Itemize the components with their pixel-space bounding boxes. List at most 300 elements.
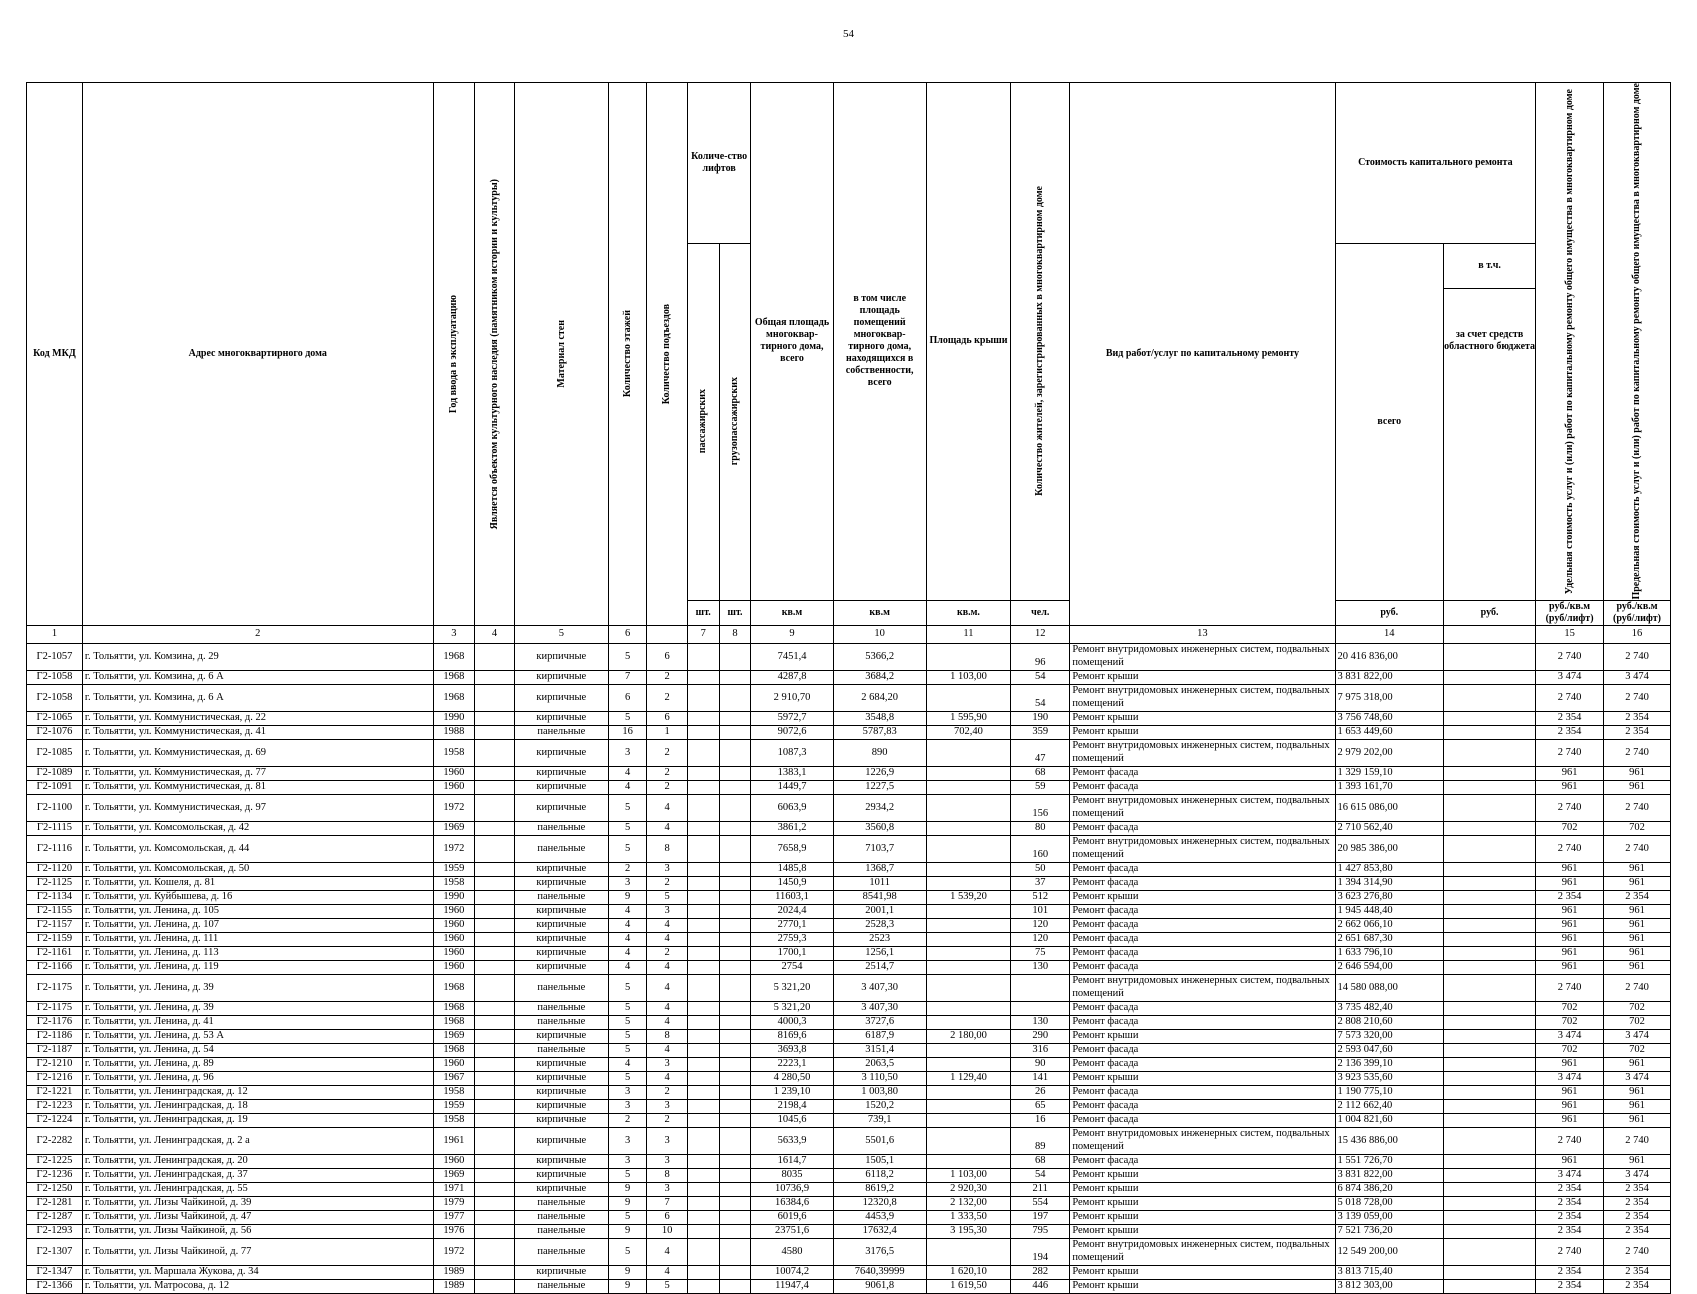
cell-address: г. Тольятти, ул. Лизы Чайкиной, д. 47 [82, 1210, 433, 1224]
cell-year: 1972 [433, 1238, 475, 1265]
table-row [27, 684, 1671, 711]
cell-max-cost: 2 740 [1604, 835, 1671, 862]
cell-area-total: 1045,6 [751, 1113, 833, 1127]
cell-floors: 5 [608, 643, 646, 670]
cell-roof-area: 1 539,20 [926, 890, 1010, 904]
cell-area-total: 7451,4 [751, 643, 833, 670]
cell-heritage [475, 684, 514, 711]
cell-area-owned: 3684,2 [833, 670, 926, 684]
cell-material: панельные [514, 1224, 608, 1238]
cell-area-owned: 890 [833, 739, 926, 766]
cell-work-type: Ремонт крыши [1070, 1279, 1335, 1293]
cell-work-type: Ремонт внутридомовых инженерных систем, подвальных помещений [1070, 974, 1335, 1001]
cell-code: Г2-1100 [27, 794, 83, 821]
cell-roof-area: 1 103,00 [926, 1168, 1010, 1182]
cell-area-owned: 1520,2 [833, 1099, 926, 1113]
cell-lifts-pass [687, 1057, 719, 1071]
cell-max-cost: 2 354 [1604, 725, 1671, 739]
cell-entrances: 2 [647, 780, 688, 794]
cell-material: панельные [514, 835, 608, 862]
cell-year: 1972 [433, 835, 475, 862]
cell-area-owned: 4453,9 [833, 1210, 926, 1224]
cell-lifts-pass [687, 1224, 719, 1238]
cell-address: г. Тольятти, ул. Ленина, д. 54 [82, 1043, 433, 1057]
cell-floors: 5 [608, 1043, 646, 1057]
cell-cost-total: 1 427 853,80 [1335, 862, 1444, 876]
cell-heritage [475, 1279, 514, 1293]
cell-work-type: Ремонт фасада [1070, 960, 1335, 974]
cell-lifts-cargo [719, 1154, 751, 1168]
cell-max-cost: 2 354 [1604, 1279, 1671, 1293]
cell-roof-area [926, 835, 1010, 862]
cell-cost-total: 2 808 210,60 [1335, 1015, 1444, 1029]
cell-area-owned: 1226,9 [833, 766, 926, 780]
cell-material: панельные [514, 974, 608, 1001]
cell-heritage [475, 1238, 514, 1265]
cell-roof-area [926, 1154, 1010, 1168]
cell-floors: 3 [608, 1099, 646, 1113]
cell-code: Г2-1076 [27, 725, 83, 739]
cell-lifts-cargo [719, 1029, 751, 1043]
cell-code: Г2-1166 [27, 960, 83, 974]
cell-material: панельные [514, 1001, 608, 1015]
cell-area-total: 1087,3 [751, 739, 833, 766]
cell-cost-regional [1444, 1001, 1536, 1015]
cell-heritage [475, 766, 514, 780]
cell-work-type: Ремонт фасада [1070, 1043, 1335, 1057]
cell-cost-total: 12 549 200,00 [1335, 1238, 1444, 1265]
cell-area-total: 2024,4 [751, 904, 833, 918]
cell-area-total: 4 280,50 [751, 1071, 833, 1085]
cell-roof-area [926, 794, 1010, 821]
cell-entrances: 10 [647, 1224, 688, 1238]
cell-cost-regional [1444, 1238, 1536, 1265]
cell-unit-cost: 2 354 [1536, 890, 1604, 904]
table-row [27, 780, 1671, 794]
cell-unit-cost: 2 740 [1536, 739, 1604, 766]
cell-heritage [475, 780, 514, 794]
cell-area-owned: 7103,7 [833, 835, 926, 862]
cell-lifts-cargo [719, 1224, 751, 1238]
cell-residents: 59 [1011, 780, 1070, 794]
cell-heritage [475, 890, 514, 904]
table-row [27, 1154, 1671, 1168]
cell-address: г. Тольятти, ул. Маршала Жукова, д. 34 [82, 1265, 433, 1279]
cell-unit-cost: 702 [1536, 1015, 1604, 1029]
cell-code: Г2-1065 [27, 711, 83, 725]
cell-cost-total: 1 394 314,90 [1335, 876, 1444, 890]
cell-code: Г2-1223 [27, 1099, 83, 1113]
cell-residents: 37 [1011, 876, 1070, 890]
cell-address: г. Тольятти, ул. Коммунистическая, д. 77 [82, 766, 433, 780]
cell-address: г. Тольятти, ул. Ленинградская, д. 12 [82, 1085, 433, 1099]
cell-floors: 4 [608, 960, 646, 974]
cell-floors: 4 [608, 932, 646, 946]
cell-unit-cost: 961 [1536, 1154, 1604, 1168]
cell-material: панельные [514, 725, 608, 739]
cell-floors: 3 [608, 876, 646, 890]
cell-code: Г2-2282 [27, 1127, 83, 1154]
cell-lifts-cargo [719, 739, 751, 766]
cell-year: 1960 [433, 918, 475, 932]
cell-floors: 6 [608, 684, 646, 711]
cell-work-type: Ремонт внутридомовых инженерных систем, подвальных помещений [1070, 1127, 1335, 1154]
cell-code: Г2-1210 [27, 1057, 83, 1071]
cell-code: Г2-1224 [27, 1113, 83, 1127]
cell-material: панельные [514, 821, 608, 835]
cell-work-type: Ремонт крыши [1070, 1168, 1335, 1182]
cell-floors: 2 [608, 1113, 646, 1127]
cell-lifts-cargo [719, 725, 751, 739]
cell-heritage [475, 725, 514, 739]
cell-lifts-cargo [719, 835, 751, 862]
cell-material: кирпичные [514, 1265, 608, 1279]
cell-cost-total: 3 812 303,00 [1335, 1279, 1444, 1293]
cell-area-total: 3861,2 [751, 821, 833, 835]
cell-code: Г2-1347 [27, 1265, 83, 1279]
cell-year: 1960 [433, 946, 475, 960]
cell-lifts-pass [687, 1029, 719, 1043]
cell-address: г. Тольятти, ул. Комзина, д. 6 А [82, 670, 433, 684]
cell-material: кирпичные [514, 794, 608, 821]
cell-residents: 68 [1011, 1154, 1070, 1168]
cell-cost-regional [1444, 904, 1536, 918]
col-material-header: Материал стен [514, 83, 608, 626]
cell-material: кирпичные [514, 1099, 608, 1113]
cell-cost-regional [1444, 974, 1536, 1001]
cell-cost-regional [1444, 1154, 1536, 1168]
cell-address: г. Тольятти, ул. Ленина, д. 119 [82, 960, 433, 974]
cell-unit-cost: 702 [1536, 1001, 1604, 1015]
cell-lifts-cargo [719, 1279, 751, 1293]
cell-lifts-cargo [719, 1196, 751, 1210]
cell-floors: 3 [608, 1154, 646, 1168]
cell-address: г. Тольятти, ул. Ленина, д. 96 [82, 1071, 433, 1085]
cell-lifts-pass [687, 904, 719, 918]
cell-lifts-cargo [719, 1168, 751, 1182]
regional-budget-label: за счет средств областного бюджета [1444, 328, 1536, 352]
cell-unit-cost: 2 354 [1536, 725, 1604, 739]
cell-address: г. Тольятти, ул. Матросова, д. 12 [82, 1279, 433, 1293]
cell-floors: 3 [608, 1127, 646, 1154]
cell-residents: 96 [1011, 643, 1070, 670]
cell-entrances: 2 [647, 1113, 688, 1127]
cell-address: г. Тольятти, ул. Ленина, д. 107 [82, 918, 433, 932]
cell-work-type: Ремонт фасада [1070, 918, 1335, 932]
cell-address: г. Тольятти, ул. Ленина, д. 39 [82, 974, 433, 1001]
cell-area-owned: 2528,3 [833, 918, 926, 932]
cell-cost-total: 20 985 386,00 [1335, 835, 1444, 862]
cell-floors: 5 [608, 835, 646, 862]
col-lifts-pass-header: пассажирских [687, 243, 719, 600]
cell-max-cost: 3 474 [1604, 1168, 1671, 1182]
cell-code: Г2-1250 [27, 1182, 83, 1196]
column-number: 10 [833, 625, 926, 643]
cell-area-owned: 2063,5 [833, 1057, 926, 1071]
cell-lifts-pass [687, 1015, 719, 1029]
cell-unit-cost: 961 [1536, 780, 1604, 794]
cell-entrances: 3 [647, 904, 688, 918]
cell-code: Г2-1366 [27, 1279, 83, 1293]
cell-entrances: 4 [647, 974, 688, 1001]
cell-work-type: Ремонт фасада [1070, 1015, 1335, 1029]
cell-entrances: 2 [647, 670, 688, 684]
cell-unit-cost: 961 [1536, 766, 1604, 780]
cell-address: г. Тольятти, ул. Коммунистическая, д. 41 [82, 725, 433, 739]
cell-residents: 54 [1011, 670, 1070, 684]
cell-work-type: Ремонт внутридомовых инженерных систем, подвальных помещений [1070, 739, 1335, 766]
cell-heritage [475, 1043, 514, 1057]
cell-roof-area [926, 1127, 1010, 1154]
cell-roof-area [926, 904, 1010, 918]
cell-code: Г2-1155 [27, 904, 83, 918]
cell-unit-cost: 3 474 [1536, 1029, 1604, 1043]
cell-year: 1969 [433, 1029, 475, 1043]
table-row [27, 1085, 1671, 1099]
cell-heritage [475, 862, 514, 876]
cell-residents: 359 [1011, 725, 1070, 739]
cell-max-cost: 2 354 [1604, 1265, 1671, 1279]
cell-area-owned: 3548,8 [833, 711, 926, 725]
table-row [27, 835, 1671, 862]
table-row [27, 1043, 1671, 1057]
unit-max-cost: руб./кв.м (руб/лифт) [1604, 600, 1671, 625]
cell-cost-regional [1444, 1168, 1536, 1182]
cell-address: г. Тольятти, ул. Комзина, д. 6 А [82, 684, 433, 711]
cell-heritage [475, 1196, 514, 1210]
cell-roof-area [926, 643, 1010, 670]
cell-max-cost: 961 [1604, 946, 1671, 960]
column-number: 11 [926, 625, 1010, 643]
cell-material: кирпичные [514, 670, 608, 684]
cell-work-type: Ремонт крыши [1070, 1210, 1335, 1224]
cell-unit-cost: 961 [1536, 1113, 1604, 1127]
col-area-total-header: Общая площадь многоквар-тирного дома, всего [751, 83, 833, 601]
cell-work-type: Ремонт фасада [1070, 932, 1335, 946]
cell-address: г. Тольятти, ул. Коммунистическая, д. 81 [82, 780, 433, 794]
cell-area-total: 11947,4 [751, 1279, 833, 1293]
cell-code: Г2-1120 [27, 862, 83, 876]
cell-lifts-pass [687, 1071, 719, 1085]
cell-year: 1958 [433, 1085, 475, 1099]
cell-max-cost: 3 474 [1604, 1029, 1671, 1043]
cell-material: кирпичные [514, 1057, 608, 1071]
col-max-cost-header: Предельная стоимость услуг и (или) работ по капитальному ремонту общего имущества в многоквартирном доме [1604, 83, 1671, 601]
cell-max-cost: 961 [1604, 904, 1671, 918]
cell-work-type: Ремонт фасада [1070, 876, 1335, 890]
cell-roof-area [926, 1099, 1010, 1113]
cell-area-owned: 5366,2 [833, 643, 926, 670]
table-row [27, 1113, 1671, 1127]
cell-cost-regional [1444, 643, 1536, 670]
table-row [27, 821, 1671, 835]
cell-residents: 50 [1011, 862, 1070, 876]
cell-lifts-cargo [719, 1071, 751, 1085]
cell-unit-cost: 2 354 [1536, 1210, 1604, 1224]
cell-unit-cost: 2 354 [1536, 1182, 1604, 1196]
cell-roof-area [926, 1238, 1010, 1265]
cell-floors: 9 [608, 1279, 646, 1293]
cell-residents [1011, 974, 1070, 1001]
cell-area-owned: 12320,8 [833, 1196, 926, 1210]
cell-year: 1960 [433, 766, 475, 780]
including-label: в т.ч. [1444, 244, 1535, 289]
cell-unit-cost: 961 [1536, 960, 1604, 974]
table-row [27, 766, 1671, 780]
cell-year: 1988 [433, 725, 475, 739]
cell-roof-area [926, 1043, 1010, 1057]
cell-heritage [475, 876, 514, 890]
cell-cost-regional [1444, 711, 1536, 725]
cell-entrances: 4 [647, 821, 688, 835]
cell-max-cost: 2 354 [1604, 711, 1671, 725]
cell-lifts-pass [687, 1238, 719, 1265]
cell-residents: 446 [1011, 1279, 1070, 1293]
cell-material: кирпичные [514, 1085, 608, 1099]
col-lifts-cargo-header: грузопассажирских [719, 243, 751, 600]
cell-lifts-pass [687, 974, 719, 1001]
table-row [27, 1224, 1671, 1238]
unit-roof-area: кв.м. [926, 600, 1010, 625]
cell-address: г. Тольятти, ул. Комсомольская, д. 44 [82, 835, 433, 862]
cell-year: 1968 [433, 1043, 475, 1057]
cell-cost-regional [1444, 862, 1536, 876]
cell-roof-area: 3 195,30 [926, 1224, 1010, 1238]
cell-cost-regional [1444, 1015, 1536, 1029]
cell-year: 1977 [433, 1210, 475, 1224]
cell-address: г. Тольятти, ул. Лизы Чайкиной, д. 39 [82, 1196, 433, 1210]
cell-year: 1990 [433, 890, 475, 904]
cell-code: Г2-1281 [27, 1196, 83, 1210]
cell-material: кирпичные [514, 1029, 608, 1043]
cell-code: Г2-1159 [27, 932, 83, 946]
cell-heritage [475, 1182, 514, 1196]
cell-roof-area: 1 620,10 [926, 1265, 1010, 1279]
cell-year: 1960 [433, 904, 475, 918]
cell-area-total: 1700,1 [751, 946, 833, 960]
cell-lifts-cargo [719, 711, 751, 725]
table-row [27, 960, 1671, 974]
cell-cost-regional [1444, 684, 1536, 711]
unit-area-owned: кв.м [833, 600, 926, 625]
col-area-owned-header: в том числе площадь помещений многоквар-тирного дома, находящихся в собственности, всего [833, 83, 926, 601]
cell-code: Г2-1221 [27, 1085, 83, 1099]
cell-entrances: 2 [647, 876, 688, 890]
cell-cost-regional [1444, 1265, 1536, 1279]
cell-residents: 160 [1011, 835, 1070, 862]
table-row [27, 1196, 1671, 1210]
unit-cost-regional: руб. [1444, 600, 1536, 625]
cell-max-cost: 961 [1604, 1085, 1671, 1099]
cell-roof-area [926, 1113, 1010, 1127]
cell-roof-area [926, 684, 1010, 711]
cell-lifts-pass [687, 780, 719, 794]
cell-area-owned: 2001,1 [833, 904, 926, 918]
cell-residents: 101 [1011, 904, 1070, 918]
cell-area-owned: 3727,6 [833, 1015, 926, 1029]
cell-material: кирпичные [514, 1071, 608, 1085]
cell-material: кирпичные [514, 711, 608, 725]
cell-cost-regional [1444, 1085, 1536, 1099]
cell-area-total: 8035 [751, 1168, 833, 1182]
cell-heritage [475, 904, 514, 918]
table-row [27, 643, 1671, 670]
cell-lifts-cargo [719, 1043, 751, 1057]
col-unit-cost-header: Удельная стоимость услуг и (или) работ по капитальному ремонту общего имущества в многоквартирном доме [1536, 83, 1604, 601]
cell-unit-cost: 702 [1536, 1043, 1604, 1057]
cell-year: 1968 [433, 643, 475, 670]
cell-max-cost: 961 [1604, 780, 1671, 794]
cell-cost-total: 2 593 047,60 [1335, 1043, 1444, 1057]
cell-work-type: Ремонт крыши [1070, 1029, 1335, 1043]
cell-entrances: 1 [647, 725, 688, 739]
cell-cost-regional [1444, 794, 1536, 821]
cell-cost-total: 16 615 086,00 [1335, 794, 1444, 821]
cell-lifts-cargo [719, 1001, 751, 1015]
cell-area-owned: 1227,5 [833, 780, 926, 794]
cell-unit-cost: 2 740 [1536, 643, 1604, 670]
cell-work-type: Ремонт крыши [1070, 1265, 1335, 1279]
cell-cost-regional [1444, 739, 1536, 766]
cell-roof-area [926, 766, 1010, 780]
table-row [27, 1029, 1671, 1043]
cell-residents: 211 [1011, 1182, 1070, 1196]
column-number: 14 [1335, 625, 1444, 643]
cell-lifts-pass [687, 876, 719, 890]
cell-residents: 54 [1011, 684, 1070, 711]
unit-lifts-pass: шт. [687, 600, 719, 625]
cell-heritage [475, 1029, 514, 1043]
cell-lifts-pass [687, 1154, 719, 1168]
cell-lifts-pass [687, 821, 719, 835]
cell-year: 1960 [433, 1057, 475, 1071]
cell-entrances: 4 [647, 1015, 688, 1029]
table-header [27, 83, 1671, 626]
cell-year: 1960 [433, 932, 475, 946]
cell-cost-total: 1 190 775,10 [1335, 1085, 1444, 1099]
table-row [27, 1071, 1671, 1085]
cell-area-total: 3693,8 [751, 1043, 833, 1057]
col-residents-header: Количество жителей, зарегистрированных в многоквартирном доме [1011, 83, 1070, 601]
cell-area-total: 11603,1 [751, 890, 833, 904]
cell-cost-total: 15 436 886,00 [1335, 1127, 1444, 1154]
cell-entrances: 6 [647, 643, 688, 670]
cell-year: 1968 [433, 1015, 475, 1029]
cell-floors: 9 [608, 890, 646, 904]
column-number: 16 [1604, 625, 1671, 643]
cell-unit-cost: 2 354 [1536, 1279, 1604, 1293]
cell-lifts-cargo [719, 946, 751, 960]
cell-entrances: 5 [647, 1279, 688, 1293]
cell-area-total: 16384,6 [751, 1196, 833, 1210]
cell-cost-total: 1 329 159,10 [1335, 766, 1444, 780]
cell-area-owned: 3 407,30 [833, 974, 926, 1001]
cell-cost-total: 14 580 088,00 [1335, 974, 1444, 1001]
cell-roof-area [926, 1057, 1010, 1071]
cell-cost-regional [1444, 890, 1536, 904]
cell-address: г. Тольятти, ул. Ленина, д. 111 [82, 932, 433, 946]
cell-area-owned: 1011 [833, 876, 926, 890]
col-heritage-header: Является объектом культурного наследия (памятником истории и культуры) [475, 83, 514, 626]
col-address-header: Адрес многоквартирного дома [82, 83, 433, 626]
cell-lifts-cargo [719, 780, 751, 794]
cell-code: Г2-1115 [27, 821, 83, 835]
cell-code: Г2-1175 [27, 1001, 83, 1015]
cell-lifts-cargo [719, 643, 751, 670]
cell-lifts-cargo [719, 932, 751, 946]
table-row [27, 876, 1671, 890]
cell-roof-area [926, 821, 1010, 835]
